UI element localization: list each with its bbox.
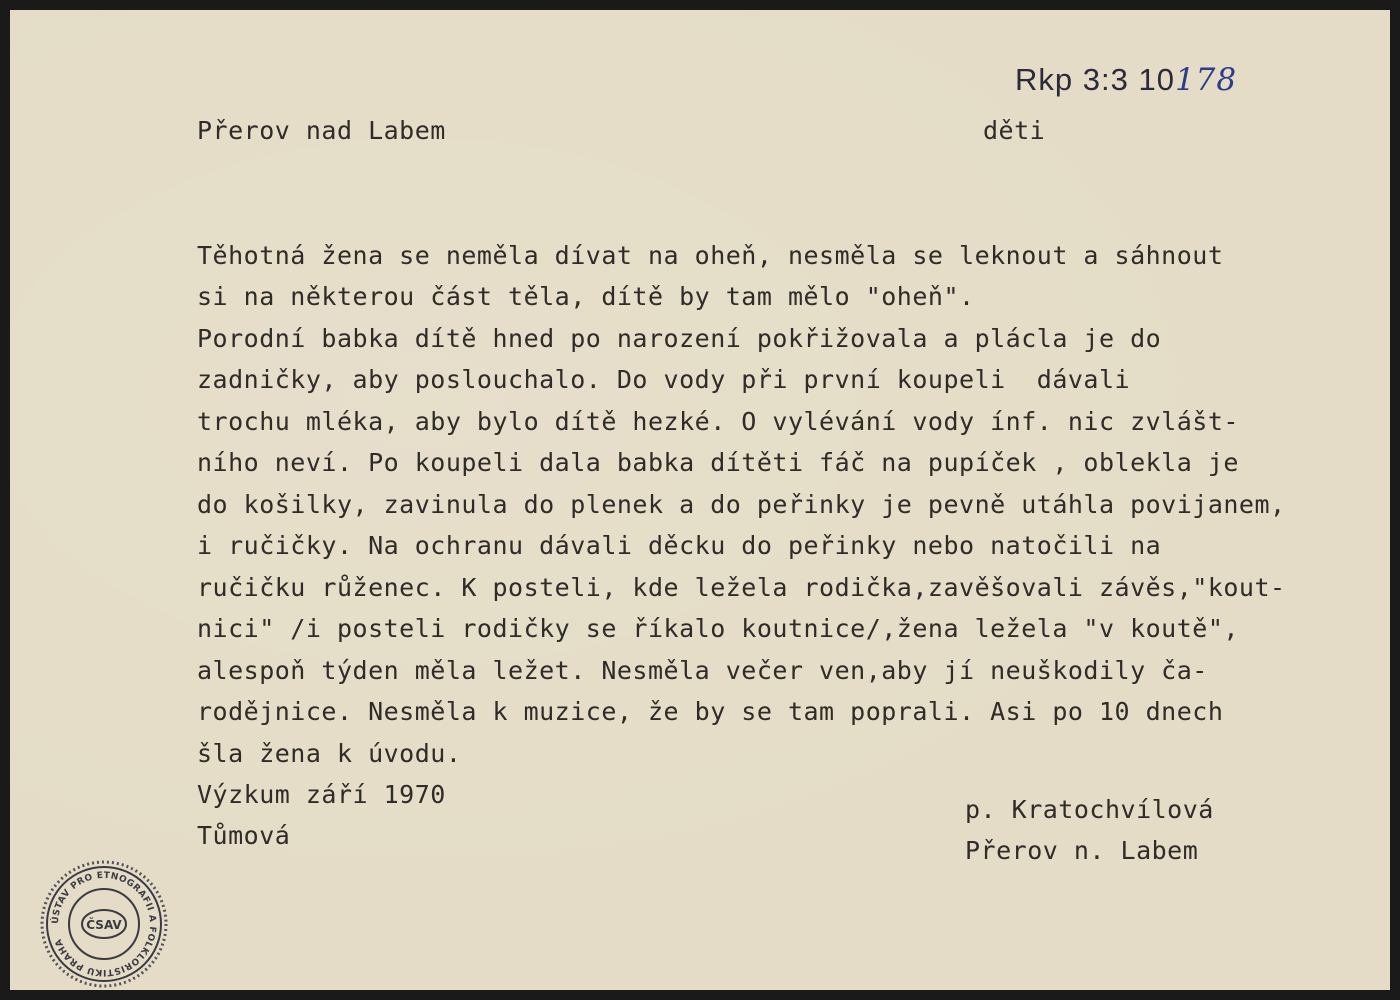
research-date: Výzkum září 1970: [197, 779, 446, 809]
body-line: do košilky, zavinula do plenek a do peřinky je pevně utáhla povijanem,: [197, 489, 1286, 519]
body-line: rodějnice. Nesměla k muzice, že by se tam poprali. Asi po 10 dnech: [197, 697, 1224, 726]
body-line: Těhotná žena se neměla dívat na oheň, nesměla se leknout a sáhnout: [197, 240, 1224, 270]
institution-stamp: [38, 858, 170, 990]
body-line: i ručičky. Na ochranu dávali děcku do peřinky nebo natočili na: [197, 531, 1162, 560]
body-line: ního neví. Po koupeli dala babka dítěti fáč na pupíček , oblekla je: [197, 448, 1239, 477]
signature-typed: Rkp 3:3 10: [1015, 62, 1175, 97]
body-line: trochu mléka, aby bylo dítě hezké. O vylévání vody ínf. nic zvlášt-: [197, 406, 1239, 436]
informant-block: [965, 747, 1214, 955]
body-line: si na některou část těla, dítě by tam mělo "oheň".: [197, 282, 975, 311]
body-line: ručičku růženec. K posteli, kde ležela rodička,zavěšovali závěs,"kout-: [197, 572, 1286, 602]
place-heading: Přerov nad Labem: [197, 116, 446, 145]
informant-place: Přerov n. Labem: [965, 836, 1199, 865]
stamp-graphic: [38, 858, 170, 990]
body-line: Porodní babka dítě hned po narození pokřižovala a plácla je do: [197, 323, 1162, 353]
body-line: nici" /i posteli rodičky se říkalo koutnice/,žena ležela "v koutě",: [197, 614, 1239, 643]
body-line: alespoň týden měla ležet. Nesměla večer ven,aby jí neuškodily ča-: [197, 655, 1208, 685]
research-block: [197, 732, 446, 940]
body-line: šla žena k úvodu.: [197, 738, 462, 768]
stamp-ring-text: ÚSTAV PRO ETNOGRAFII A FOLKLORISTIKU PRAHA: [50, 870, 158, 978]
signature-handwritten: 178: [1174, 62, 1238, 98]
archive-card: [10, 10, 1390, 990]
informant-name: p. Kratochvílová: [965, 794, 1214, 824]
researcher-name: Tůmová: [197, 821, 291, 850]
archive-signature: [1015, 62, 1237, 98]
subject-heading: děti: [983, 116, 1046, 145]
stamp-center-text: ČSAV: [86, 918, 122, 932]
body-line: zadničky, aby poslouchalo. Do vody při první koupeli dávali: [197, 365, 1131, 394]
